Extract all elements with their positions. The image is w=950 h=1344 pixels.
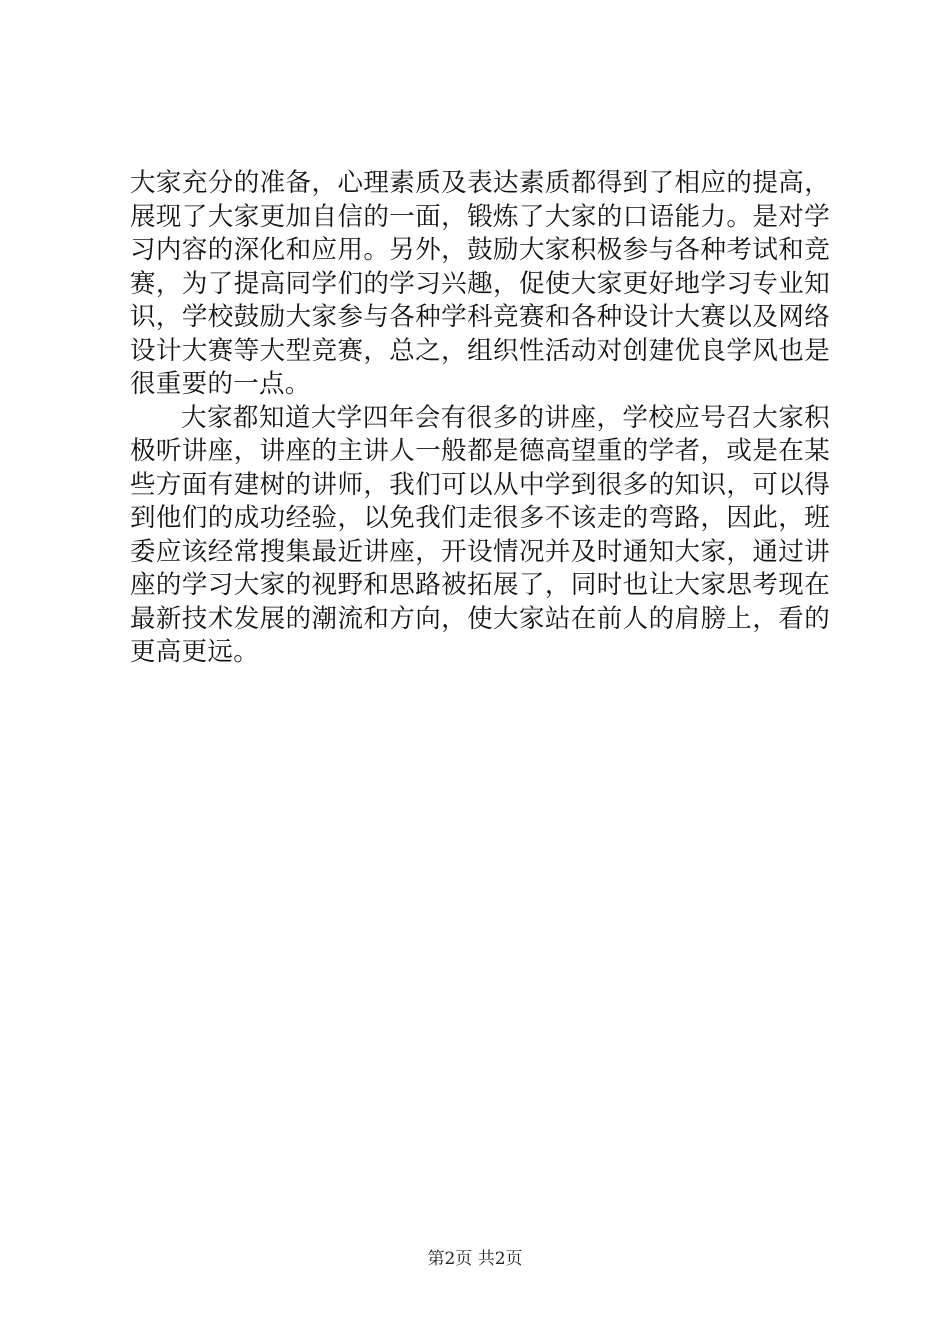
- paragraph-lectures: 大家都知道大学四年会有很多的讲座，学校应号召大家积极听讲座，讲座的主讲人一般都是德高望重的学者，或是在某些方面有建树的讲师，我们可以从中学到很多的知识，可以得到他们的成功经验，以免我们走很多不该走的弯路，因此，班委应该经常搜集最近讲座，开设情况并及时通知大家，通过讲座的学习大家的视野和思路被拓展了，同时也让大家思考现在最新技术发展的潮流和方向，使大家站在前人的肩膀上，看的更高更远。: [130, 402, 830, 667]
- page-number-footer: 第2页 共2页: [427, 1249, 523, 1269]
- paragraph-continued: 大家充分的准备，心理素质及表达素质都得到了相应的提高，展现了大家更加自信的一面，锻炼了大家的口语能力。是对学习内容的深化和应用。另外，鼓励大家积极参与各种考试和竞赛，为了提高同学们的学习兴趣，促使大家更好地学习专业知识，学校鼓励大家参与各种学科竞赛和各种设计大赛以及网络设计大赛等大型竞赛，总之，组织性活动对创建优良学风也是很重要的一点。: [130, 168, 830, 399]
- document-body: [130, 167, 830, 670]
